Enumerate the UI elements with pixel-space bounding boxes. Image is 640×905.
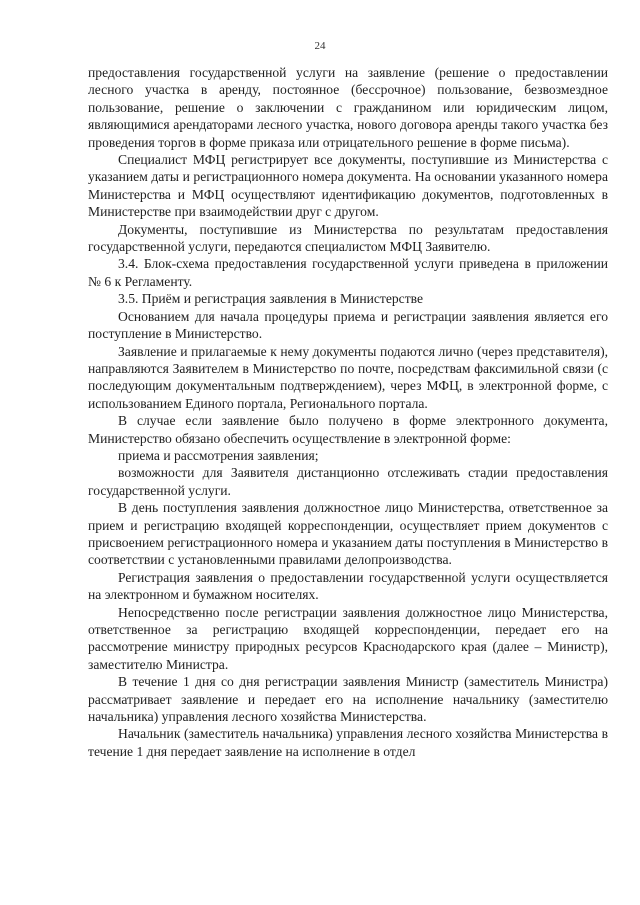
paragraph-7: Заявление и прилагаемые к нему документы подаются лично (через представителя), направляются Заявителем в Министерство по почте, посредствам факсимильной связи (с последующим документальным подтверждением), через МФЦ, в электронной форме, с использованием Единого портала, Регионального портала. xyxy=(88,343,608,411)
document-body xyxy=(88,64,608,760)
paragraph-4: 3.4. Блок-схема предоставления государственной услуги приведена в приложении № 6 к Регламенту. xyxy=(88,256,608,289)
paragraph-6: Основанием для начала процедуры приема и регистрации заявления является его поступление в Министерство. xyxy=(88,308,608,342)
paragraph-1: предоставления государственной услуги на заявление (решение о предоставлении лесного участка в аренду, постоянное (бессрочное) пользование, безвозмездное пользование, решение о заключении с гражданином или юридическим лицом, являющимися арендаторами лесного участка, нового договора аренды такого участка без проведения торгов в форме приказа или отрицательного решение в форме письма). xyxy=(88,65,608,150)
paragraph-2: Специалист МФЦ регистрирует все документы, поступившие из Министерства с указанием даты и регистрационного номера документа. На основании указанного номера Министерства и МФЦ осуществляют идентификацию документов, подготовленных в Министерстве при взаимодействии друг с другом. xyxy=(88,152,608,220)
paragraph-8: В случае если заявление было получено в форме электронного документа, Министерство обязано обеспечить осуществление в электронной форме: xyxy=(88,413,608,446)
paragraph-13: Непосредственно после регистрации заявления должностное лицо Министерства, ответственное за регистрацию входящей корреспонденции, передает его на рассмотрение министру природных ресурсов Краснодарского края (далее – Министр), заместителю Министра. xyxy=(88,604,608,672)
paragraph-10: возможности для Заявителя дистанционно отслеживать стадии предоставления государственной услуги. xyxy=(88,465,608,498)
paragraph-5: 3.5. Приём и регистрация заявления в Министерстве xyxy=(118,291,424,307)
paragraph-12: Регистрация заявления о предоставлении государственной услуги осуществляется на электронном и бумажном носителях. xyxy=(88,569,608,603)
paragraph-9: приема и рассмотрения заявления; xyxy=(118,447,319,463)
paragraph-11: В день поступления заявления должностное лицо Министерства, ответственное за прием и регистрацию входящей корреспонденции, осуществляет прием документов с присвоением регистрационного номера и указанием даты поступления в Министерство в соответствии с установленными правилами делопроизводства. xyxy=(88,500,608,568)
paragraph-15: Начальник (заместитель начальника) управления лесного хозяйства Министерства в течение 1 дня передает заявление на исполнение в отдел xyxy=(88,726,608,759)
paragraph-3: Документы, поступившие из Министерства по результатам предоставления государственной услуги, передаются специалистом МФЦ Заявителю. xyxy=(88,221,608,255)
page-number: 24 xyxy=(314,40,326,52)
paragraph-14: В течение 1 дня со дня регистрации заявления Министр (заместитель Министра) рассматривает заявление и передает его на исполнение начальнику (заместителю начальника) управления лесного хозяйства Министерства. xyxy=(88,674,608,725)
